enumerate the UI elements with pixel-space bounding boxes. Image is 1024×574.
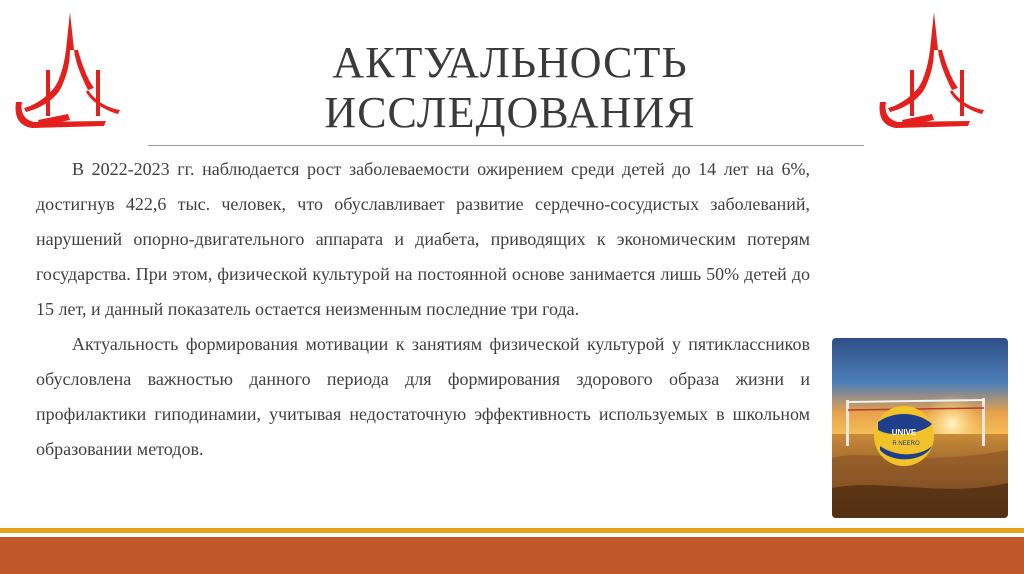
title-divider [148, 145, 864, 146]
title-line-2: ИССЛЕДОВАНИЯ [324, 88, 696, 137]
volleyball-beach-image [832, 338, 1008, 518]
body-text [36, 152, 810, 467]
ball-brand-subtext: R NEERO [892, 441, 920, 447]
ball-brand-text: UNIVE [891, 428, 917, 437]
paragraph-2: Актуальность формирования мотивации к занятиям физической культурой у пятиклассников обусловлена важностью данного периода для формирования здорового образа жизни и профилактики гиподинамии, учитывая недостаточную эффективность используемых в школьном образовании методов. [36, 334, 810, 459]
footer-bar [0, 537, 1024, 574]
paragraph-1: В 2022-2023 гг. наблюдается рост заболеваемости ожирением среди детей до 14 лет на 6%, достигнув 422,6 тыс. человек, что обуславливает развитие сердечно-сосудистых заболеваний, нарушений опорно-двигательного аппарата и диабета, приводящих к экономическим потерям государства. При этом, физической культурой на постоянной основе занимается лишь 50% детей до 15 лет, и данный показатель остается неизменным последние три года. [36, 159, 810, 319]
page-title [200, 38, 820, 138]
logo-left-icon [8, 10, 126, 140]
logo-right-icon [872, 10, 990, 140]
accent-bar [0, 528, 1024, 533]
title-line-1: АКТУАЛЬНОСТЬ [332, 38, 688, 87]
volleyball-photo [832, 338, 1008, 518]
